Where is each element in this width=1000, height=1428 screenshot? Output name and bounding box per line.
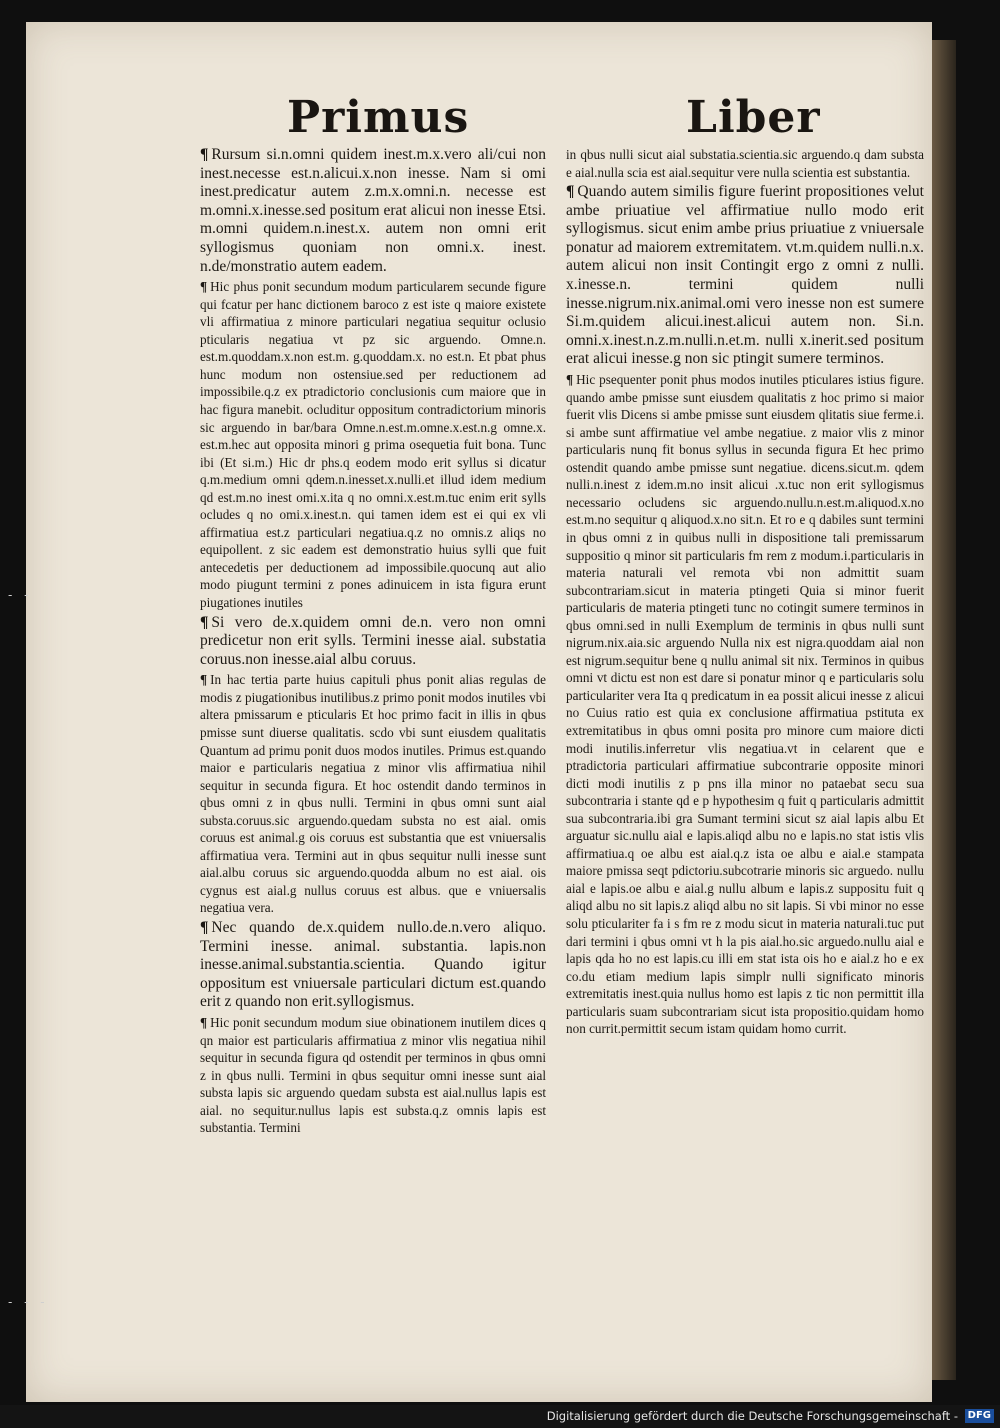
paragraph bbox=[200, 278, 546, 611]
pilcrow-icon: ¶ bbox=[200, 1014, 208, 1030]
pilcrow-icon: ¶ bbox=[566, 372, 574, 388]
margin-mark: - - - bbox=[8, 1295, 49, 1309]
footer-credit: Digitalisierung gefördert durch die Deutsche Forschungsgemeinschaft - bbox=[546, 1409, 958, 1423]
page-edge bbox=[932, 40, 956, 1380]
paragraph bbox=[566, 146, 924, 181]
running-head-right: Liber bbox=[686, 92, 821, 143]
paragraph-text: in qbus nulli sicut aial substatia.scientia.sic arguendo.q dam substa e aial.nulla scia est aial.sequitur vere nulla scientia est substantia. bbox=[566, 147, 924, 180]
pilcrow-icon: ¶ bbox=[566, 183, 575, 201]
margin-mark: - - bbox=[8, 588, 33, 602]
running-head-left: Primus bbox=[287, 92, 470, 143]
pilcrow-icon: ¶ bbox=[200, 146, 209, 163]
paragraph-text: Si vero de.x.quidem omni de.n. vero non omni predicetur non erit sylls. Termini inesse aial. substatia coruus.non inesse.aial albu coruus. bbox=[200, 613, 546, 668]
paragraph bbox=[200, 614, 546, 670]
paragraph-text: In hac tertia parte huius capituli phus ponit alias regulas de modis z piugationibus inutilibus.z primo ponit modos inutiles vbi altera pmissarum e pticularis Et hoc primo facit in illis in qbus pmisse sunt diuerse qualitatis. scdo vbi sunt eiusdem qualitatis Quantum ad primu ponit duos modos inutiles. Primus est.quando maior e particularis negatiua z minor vlis affirmatiua nihil sequitur in secunda figura. Et hoc ostendit dando terminos in qbus omni z in qbus nulli. Termini in qbus omni sunt aial substa.coruus.sic arguendo.quedam substa no est aial. omis coruus est animal.g ois coruus est substantia que est vniuersalis affirmatiua vera. Termini aut in qbus sequitur nulli inesse sunt aial.albu coruus sic arguendo.quodda album no est aial. ois cygnus est aial.g nullus coruus est albus. que e vniuersalis negatiua vera. bbox=[200, 672, 546, 916]
paragraph-text: Quando autem similis figure fuerint propositiones velut ambe priuatiue vel affirmatiue nullo modo erit syllogismus. sicut enim ambe prius priuatiue z vniuersale ponatur ad maiorem extremitatem. vt.m.quidem nulli.n.x. autem alicui non insit Contingit ergo z omni z nulli. x.inesse.n. termini quidem nulli inesse.nigrum.nix.animal.omi vero inesse non est sumere Si.m.quidem alicui.inest.alicui autem non. Si.n. omni.x.inest.n.z.m.nulli.n.et.m. nulli x.inerit.sed positum erat alicui inesse.g non sic ptingit sumere terminos. bbox=[566, 183, 924, 368]
paragraph bbox=[566, 183, 924, 369]
dfg-logo: DFG bbox=[965, 1409, 994, 1423]
paragraph bbox=[200, 671, 546, 917]
paragraph-text: Hic phus ponit secundum modum particularem secunde figure qui fcatur per hanc dictionem baroco z est iste q maiore existete vli affirmatiua z minore particulari negatiua sequitur oclusio pticularis negatiua vt pz sic arguendo. Omne.n. est.m.quoddam.x.non est.m. g.quoddam.x. no est.n. Et pbat phus hunc modum non ostensiue.sed per reductionem ad impossibile.q.z ex ptradictorio conclusionis cum maiore que in hac figura manebit. ocluditur oppositum contradictorium minoris sic arguendo in bar/bara Omne.n.est.m.omne.x.est.n.g omne.x. est.m.hec aut opposita minori g prima osequetia fuit bona. Tunc ibi (Et si.m.) Hic dr phs.q eodem modo erit syllus si dicatur q.m.medium omni qdem.n.inesset.x.nulli.et illud idem medium qd est.m.no inest omi.x.ita q no omni.x.est.m.tuc enim erit sylls ocludes q no omi.x.inest.n. qui tamen idem est ei qui ex vli affirmatiua est.z particulari negatiua.q.z no omnis.z aliqs no equipollent. z sic eadem est demonstratio huius sylli que fuit antecedetis per deductionem ad impossibile.quocunq aut alio modo piugunt termini z pones adinuicem in ista figura erunt piugationes inutiles bbox=[200, 279, 546, 610]
left-column bbox=[200, 146, 546, 1137]
pilcrow-icon: ¶ bbox=[200, 918, 209, 936]
paragraph-text: Hic ponit secundum modum siue obinationem inutilem dices q qn maior est particularis affirmatiua z minor vlis negatiua nihil sequitur in secunda figura qd ostendit per terminos in qbus omni z in qbus nulli. Termini in qbus sequitur omni inesse sunt aial substa lapis sic arguendo quedam substa est aial.nullus lapis est aial. no sequitur.nullus lapis est substa.q.z omnis lapis est substantia. Termini bbox=[200, 1014, 546, 1136]
right-column bbox=[566, 146, 924, 1038]
paragraph-text: Hic psequenter ponit phus modos inutiles pticulares istius figure. quando ambe pmisse sunt eiusdem qualitatis z hoc primo si maior fuerit vlis Dicens si ambe pmisse sunt eiusdem qlitatis siue ferme.i. si ambe sunt affirmatiue vel ambe negatiue. z maior vlis z minor particularis nunq fit bonus syllus in secunda figura Et hec primo ostendit quando ambe pmisse sunt negatiue. dicens.sicut.m. qdem nulli.n.inest z idem.m.no insit alicui .x.tuc non erit syllogismus necessario ocludens sic arguendo.nullu.n.est.m.aliquod.x.no est.m.no sequitur q aliquod.x.no sit.n. Et ro e q dabiles sunt termini in qbus omni z in quibus nulli in dispositione tali premissarum suppositio q minor sit particularis fm rem z modum.i.particularis in materia naturali vel remota vbi non admittit suam subcontrariam.sicut in materia ptingeti Quia si minor fuerit particularis de materia ptingeti tunc no cotingit sumere terminos in qbus omni.sed in nulli Exemplum de terminis in qbus nulli sunt nigrum.nix.aia.sic arguendo Nulla nix est nigra.quoddam aial non est nigrum.sequitur bene q nullu animal sit nix. Terminos in quibus omni vt dictu est non est dare si ponatur minor q e particularis solu particulariter vera Ita q predicatum in ea possit alicui inesse z alicui no Cuius ratio est quia ex conclusione affirmatiua pstituta ex extremitatibus in qbus omni posita pro minore cum maiore dicti modi inutilis.inferretur vlis negatiua.vt in celarent que e ptradictoria particulari affirmatiue subcontrarie opposite minori dicti modi inutilis z p pns illa minor no pataebat secu sua subcontraria i stante qd e p hypothesim q fuit q particularis admittit sua subcontraria.ibi gra Sumant termini sicut sz aial lapis albu Et arguatur sic.nullu aial e lapis.aliqd albu no e lapis.no stat istis vlis affirmatiua.q oe albu est aial.q.z ista oe albu e aial.e stampata maiore pmissa seqt pdictoriu.subcotrarie minoris sic arguedo. nullu aial e lapis.oe albu e aial.g nullu album e lapis.z suppositu fuit q aliqd albu no sit lapis.z aliqd albu no sit lapis. Si vbi minor no esse solu pticulariter fa i s fm re z modu sicut in materia naturali.tuc put dari termini i qbus omni vt h la pis aial.ho.sic arguedo.nullu aial e lapis qda ho no est lapis.cu illi em stat ista ois ho e aial.z ho e ex co.du etiam medium lapis simplr nulli significato minoris extremitatis inest.quia nullus homo est lapis z tic non permittit illa particularis suam subcontrariam sicut ista propositio.quidam homo non currit.permittit secum istam quidam homo currit. bbox=[566, 372, 924, 1037]
paragraph-text: Nec quando de.x.quidem nullo.de.n.vero aliquo. Termini inesse. animal. substantia. lapis.non inesse.animal.substantia.scientia. Quando igitur oppositum est vniuersale particulari dictum est.quando erit z quando non erit.syllogismus. bbox=[200, 918, 546, 1011]
paragraph-text: Rursum si.n.omni quidem inest.m.x.vero ali/cui non inest.necesse est.n.alicui.x.non inesse. Nam si omi inest.predicatur autem z.m.x.omni.n. necesse est m.omni.x.inesse.sed positum erat alicui non inesse Etsi. m.omni quidem.n.inest.x. autem non omni erit syllogismus quoniam non omni.x. inest. n.de/monstratio autem eadem. bbox=[200, 146, 546, 275]
paragraph bbox=[200, 146, 546, 276]
pilcrow-icon: ¶ bbox=[200, 613, 209, 631]
paragraph bbox=[566, 371, 924, 1038]
pilcrow-icon: ¶ bbox=[200, 672, 208, 688]
paragraph bbox=[200, 919, 546, 1012]
paragraph bbox=[200, 1014, 546, 1137]
pilcrow-icon: ¶ bbox=[200, 279, 208, 295]
